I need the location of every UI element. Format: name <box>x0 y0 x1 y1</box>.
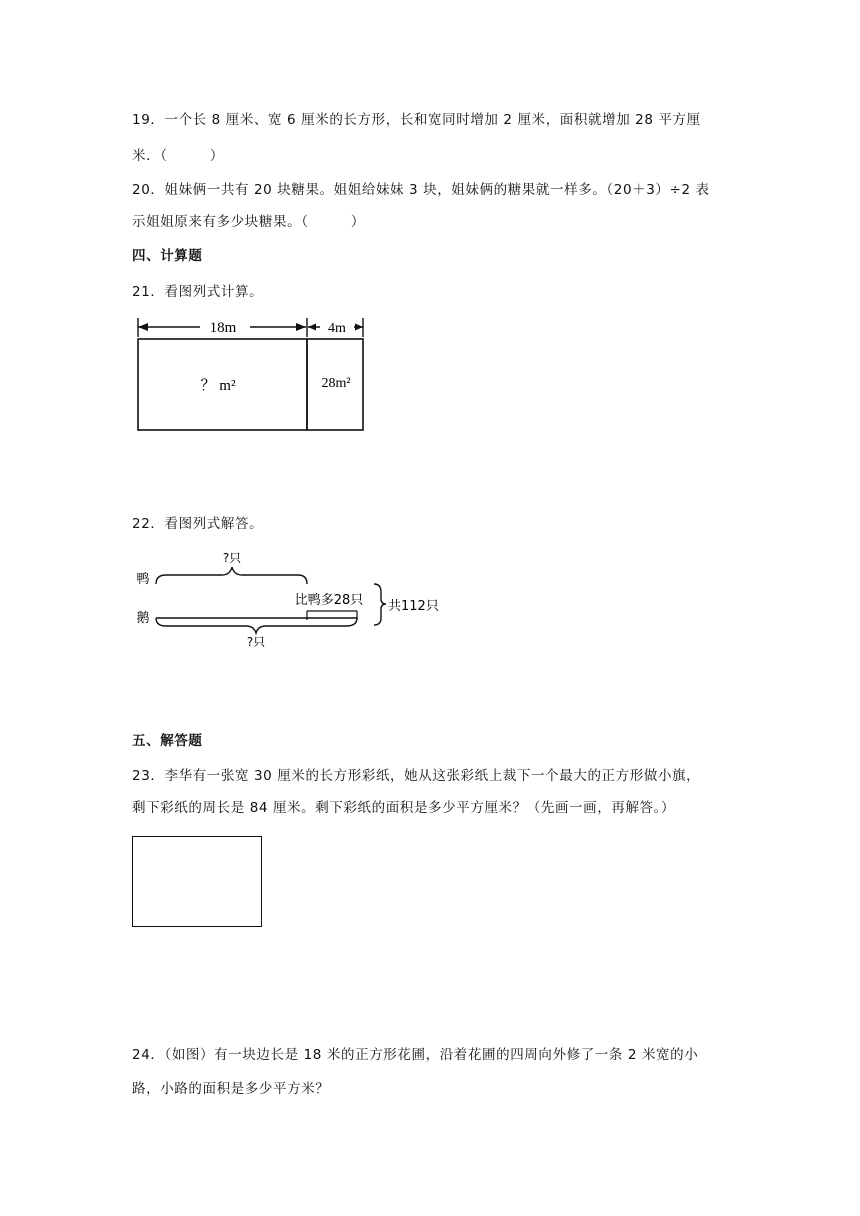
q23-drawing-box <box>132 836 262 927</box>
goose-brace <box>156 618 357 633</box>
q24-line2: 路，小路的面积是多少平方米？ <box>132 1081 330 1097</box>
q24-line1: 24．（如图）有一块边长是 18 米的正方形花圃，沿着花圃的四周向外修了一条 2 米宽的小 <box>132 1047 699 1063</box>
q22-text: 22．看图列式解答。 <box>132 516 264 532</box>
q21-right-width-label: 4m <box>328 321 346 336</box>
q20-line1: 20．姐妹俩一共有 20 块糖果。姐姐给妹妹 3 块，姐妹俩的糖果就一样多。（20＋3）÷2 表 <box>132 182 710 198</box>
q22-figure <box>130 548 450 648</box>
q21-left-area-label: ？ m² <box>200 378 236 394</box>
duck-question: ?只 <box>222 551 242 565</box>
q20-line2: 示姐姐原来有多少块糖果。（ ） <box>132 214 365 230</box>
goose-question: ?只 <box>246 635 266 649</box>
duck-brace <box>156 567 307 584</box>
q19-line2: 米．（ ） <box>132 148 224 164</box>
q21-left-width-label: 18m <box>209 320 237 336</box>
section4-heading: 四、计算题 <box>132 248 203 264</box>
duck-label: 鸭 <box>136 572 150 587</box>
q21-figure <box>130 315 370 437</box>
total-brace <box>374 584 386 625</box>
goose-label: 鹅 <box>136 611 150 626</box>
section5-heading: 五、解答题 <box>132 733 203 749</box>
q23-line2: 剩下彩纸的周长是 84 厘米。剩下彩纸的面积是多少平方厘米？（先画一画，再解答。） <box>132 800 676 816</box>
q21-text: 21．看图列式计算。 <box>132 284 264 300</box>
total-label: 共112只 <box>388 599 439 614</box>
q21-right-area-label: 28m² <box>321 376 351 391</box>
q23-line1: 23．李华有一张宽 30 厘米的长方形彩纸，她从这张彩纸上裁下一个最大的正方形做小旗， <box>132 768 701 784</box>
more-label: 比鸭多28只 <box>294 593 364 608</box>
q19-line1: 19．一个长 8 厘米、宽 6 厘米的长方形，长和宽同时增加 2 厘米，面积就增加 28 平方厘 <box>132 112 701 128</box>
